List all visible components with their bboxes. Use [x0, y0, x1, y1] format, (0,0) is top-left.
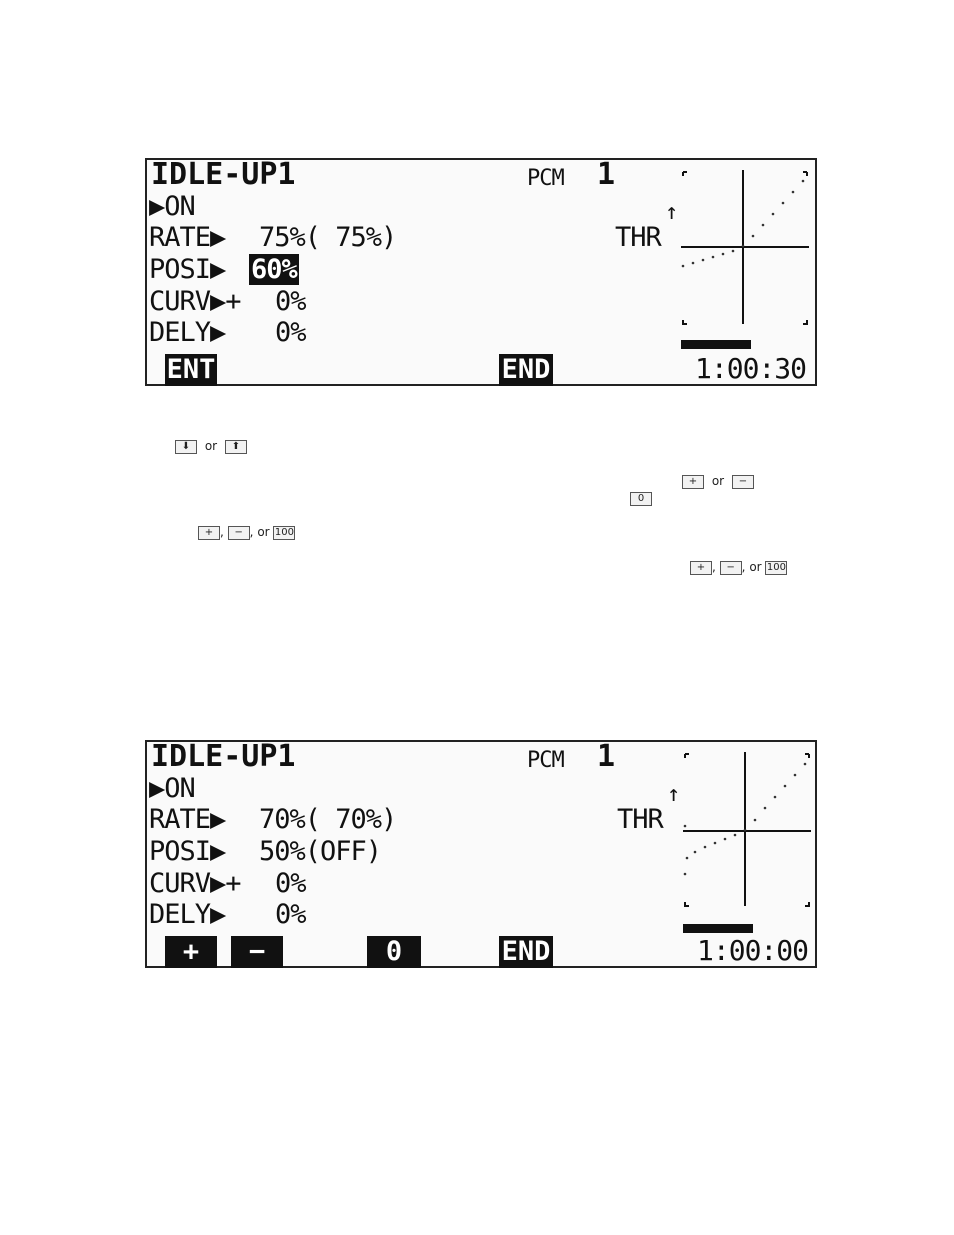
plus-button[interactable]: + — [165, 936, 217, 968]
key-hint-plus-minus-100-b: + , − , or 100 — [690, 560, 787, 575]
pcm-label: PCM — [527, 166, 564, 191]
posi-value-selected[interactable]: 60% — [251, 254, 297, 285]
down-arrow-key-icon: ⬇ — [175, 440, 197, 454]
end-button[interactable]: END — [499, 936, 553, 968]
curv-value[interactable]: 0% — [275, 286, 306, 317]
up-arrow-key-icon: ⬆ — [225, 440, 247, 454]
end-button[interactable]: END — [499, 354, 553, 386]
ent-button[interactable]: ENT — [166, 354, 216, 385]
pcm-number: 1 — [597, 739, 615, 774]
dely-label: DELY▶ — [149, 317, 226, 348]
minus-key-icon: − — [720, 561, 742, 575]
status-on[interactable]: ▶ON — [149, 773, 195, 804]
timer-display: 1:00:30 — [695, 352, 807, 385]
pcm-number: 1 — [597, 157, 615, 192]
rate-value[interactable]: 70%( 70%) — [259, 804, 397, 835]
dely-value[interactable]: 0% — [275, 899, 306, 930]
up-arrow-icon: ↑ — [667, 782, 680, 807]
throttle-curve-graph — [677, 166, 813, 356]
throttle-curve-graph — [679, 748, 815, 938]
posi-label: POSI▶ — [149, 836, 226, 867]
dely-label: DELY▶ — [149, 899, 226, 930]
rate-label: RATE▶ — [149, 222, 226, 253]
rate-label: RATE▶ — [149, 804, 226, 835]
pcm-label: PCM — [527, 748, 564, 773]
rate-value[interactable]: 75%( 75%) — [259, 222, 397, 253]
key-hint-down-up: ⬇ or ⬆ — [175, 439, 247, 454]
minus-key-icon: − — [732, 475, 754, 489]
plus-key-icon: + — [198, 526, 220, 540]
posi-label: POSI▶ — [149, 254, 226, 285]
zero-button[interactable]: 0 — [367, 936, 421, 968]
curv-label: CURV▶+ — [149, 286, 241, 317]
page-title: IDLE-UP1 — [151, 739, 296, 774]
lcd-screen-idle-up-2 — [145, 740, 817, 968]
minus-key-icon: − — [228, 526, 250, 540]
key-hint-zero — [630, 491, 652, 506]
lcd-screen-idle-up-1 — [145, 158, 817, 386]
thr-label: THR — [615, 222, 661, 253]
posi-value[interactable]: 50%(OFF) — [259, 836, 382, 867]
hundred-key-icon: 100 — [274, 526, 294, 538]
key-hint-plus-minus: + or − — [682, 474, 754, 489]
dely-value[interactable]: 0% — [275, 317, 306, 348]
plus-key-icon: + — [690, 561, 712, 575]
plus-key-icon: + — [682, 475, 704, 489]
key-hint-plus-minus-100-a: + , − , or 100 — [198, 525, 295, 540]
hundred-key-icon: 100 — [766, 561, 786, 573]
thr-label: THR — [617, 804, 663, 835]
curv-value[interactable]: 0% — [275, 868, 306, 899]
status-on[interactable]: ▶ON — [149, 191, 195, 222]
minus-button[interactable]: − — [231, 936, 283, 968]
timer-display: 1:00:00 — [697, 934, 809, 967]
zero-key-icon: 0 — [630, 492, 652, 506]
page-title: IDLE-UP1 — [151, 157, 296, 192]
up-arrow-icon: ↑ — [665, 200, 678, 225]
curv-label: CURV▶+ — [149, 868, 241, 899]
